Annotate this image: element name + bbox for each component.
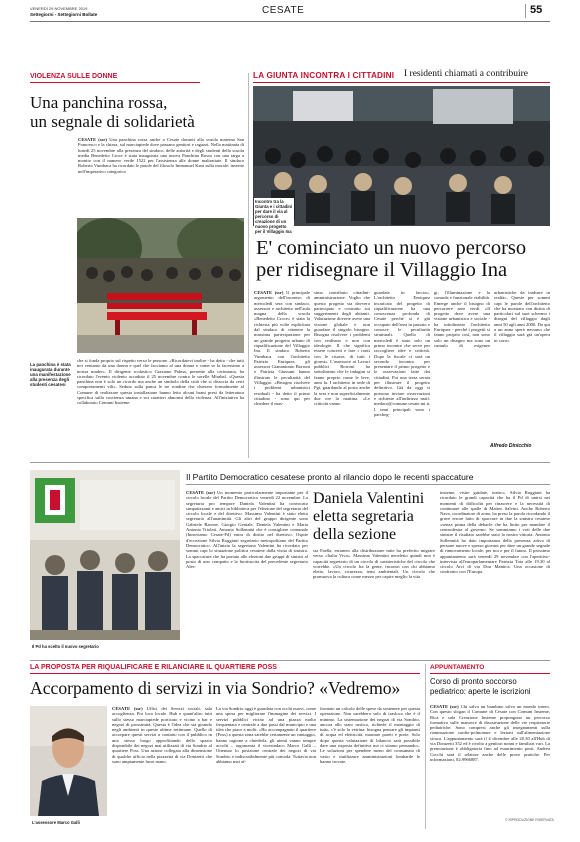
a5-body-text: Chi salva un bambino salva un mondo intero. Con questo slogan il Comune di Cesate con Comuni Insieme, Rica e sala Creazione Insieme propongono un percorso formativo sulle manovre di disostruzione delle vie respiratorie pediatriche. Sono compresi anche gli insegnamenti sulla rianimazione cardio-polmonare e lezioni sull'alimentazione sicura. L'appuntamento sarà il 4 dicembre alle 20.30 all'Hub di via Donizetti 352 ed è rivolto a genitori nonni e familiari vari. La prenotazione è obbligatoria fino ad esaurimento posti. Andrea Cocchi sarà il relatore anche delle prove pratiche. Per informazioni, 02.9966887. bbox=[430, 704, 550, 762]
a5-body bbox=[430, 704, 550, 816]
a5-kicker-rule bbox=[430, 673, 550, 674]
a4-lead-city: CESATE (ssr) bbox=[112, 706, 143, 711]
a2-kicker-rule bbox=[253, 82, 550, 83]
a2-photo-meeting bbox=[253, 86, 550, 226]
a2-column-4: gi, l'illuminazione e la comoda e funzionale viabilità. Emerge anche il bisogno di percorrere aree verdi. «Il progetto deve avere una visione urbanistica e sociale - ha sottolineato l'architetto Enriquez - perché i progetti si fanno proprio così, non sono solo un disegno ma sono un cumulo di esigenze urbanistiche da tradurre in realtà». Queste per sommi capi le parole dell'architetto che ha mostrato con diritta di particolari sul suoi schermo i disegni del villaggio dagli anni 50 agli anni 2000. Da qui a un anno sperò nessuno che il villaggio sarà già un'opera in corso. bbox=[434, 290, 550, 348]
a3-column-3: insieme, visite guidate, teatro». Silvia Roggiani ha ricordato le grandi capacità che ha il Pd di unirsi nei momenti di difficoltà per rinascere e la necessità di continuare alle spalle di Matteo Salvini. Anche Roberto Nava, coordinatore di zona, ha preso la parola ricordando il grave errore fatto di spaccare in due la sinistra cesatese «senza prima della debacle che ha finito per mandare il centrodestra al governo. Se sommiamo i voti delle due sinistre il risultato sarebbe stato la nostra vittoria. Antonio Sollennità ha dato importanza della presenza attiva di persone nuove e spesso giovani per dare un grande segnale di rinnovamento locale, per noi e per il futuro. Il prossimo appuntamento sarà venerdì 29 novembre con l'aperitivo-intervista all'europarlamentare Patrizia Toia alle 19.30 al circolo Arci di via Don Mantica. Una occasione di confronto con l'Europa. bbox=[440, 490, 550, 575]
a1-kicker-rule bbox=[30, 82, 200, 83]
a2-subhead: I residenti chiamati a contribuire bbox=[404, 69, 528, 79]
a2-signature: Alfredo Dinicchio bbox=[490, 443, 532, 449]
a3-headline: Il Partito Democratico cesatese pronto al rilancio dopo le recenti spaccature bbox=[186, 472, 474, 482]
a3-title-line1: Daniela Valentini bbox=[313, 490, 425, 507]
section-separator-1 bbox=[30, 462, 550, 463]
a3-column-1-text: Un momento particolarmente importante per il circolo locale del Partito Democratico venerdì 22 novembre. La segretaria pro tempore Daniela Valentini ha convocato simpatizzanti e amici in biblioteca per l'elezione del segretario del circolo locale e del direttivo. Massimo Valentini è stato eletto segretario all'unanimità. Gli altri del gruppo dirigente sono Gabriele Barone, Giorgio Geniale, Daniela Valentini e Marta Antonia Triolati. Antonio Sollennità che è consigliere comunale (Innoviamo Cesate-Pd) entra di diritto nel direttivo. Ospite d'eccezione Silvia Roggiani segretario metropolitano del Partito Democratico. All'inizio la segretaria Valentini ha ricordato per sommi capi lo situazione politica cesatese dalla visita di sinistra. La spaccatura che ha portato alle elezioni due gruppi di sinistri al posto di uno compatto e la fuoriuscita del precedente segretario Ales- bbox=[186, 490, 308, 570]
header-rule bbox=[30, 21, 550, 22]
a4-kicker-rule bbox=[30, 673, 420, 674]
a2-column-3: guardate in faccia». L'architetto Enriquez incaricato del progetto di riqualificazione ha una conoscenza profonda di Cesate perché si è già occupato dell'area in passato e conosce le peculiarità strutturali. Quello di mercoledì è stato solo un primo incontro che serve per raccogliere idee e criticità. Dopo la fiscale ci sarà un secondo incontro per presentare il primo progetto e le osservazioni fatte dai cittadini. Poi una terza serata per illustrare il progetto definitivo. Già da oggi si possono inviare osservazioni e richieste all'indirizzo mail: medaco@comune.cesate.mi.it. I temi principali sono i parcheg- bbox=[374, 290, 430, 417]
a4-column-3: frontato un calcolo delle spese da sostenere per questa operazione. Non sarebbero solo di trasloco che è il minimo. La sistemazione dei negozi di via Sondrio, ancora allo stato rustico, richiede il montaggio di tutto, c'è solo la vetrina: bisogna pensare gli impianti di acqua ed elettricità, montare pareti e porte. Solo dopo questa valutazione di bilancio sarà possibile dare una risposta definitiva ma ci stiamo pensando». Le soluzioni per spendere meno del consumato di vasto e riutilizzare amministrazioni lombarde le hanno trovate. bbox=[320, 706, 420, 764]
a4-photo-marco-galli bbox=[30, 706, 107, 816]
a4-divider bbox=[425, 664, 426, 829]
a1-lead-paragraph bbox=[78, 137, 244, 217]
a2-title-line2: per ridisegnare il Villaggio Ina bbox=[256, 259, 508, 281]
a1-divider bbox=[248, 73, 249, 458]
a3-title-line3: della sezione bbox=[313, 526, 397, 543]
a4-kicker: LA PROPOSTA PER RIQUALIFICARE E RILANCIARE IL QUARTIERE POSS bbox=[30, 664, 277, 671]
section-separator-2 bbox=[30, 660, 550, 661]
a5-title-line1: Corso di pronto soccorso bbox=[430, 677, 517, 686]
a1-kicker: VIOLENZA SULLE DONNE bbox=[30, 73, 118, 80]
header-page-divider bbox=[525, 4, 526, 18]
a2-column-1-text: Il principale argomento dell'incontro di mercoledì sera con sindaco, assessori e architetto nell'aula magna della scuola «Benedetto Croce» è stata la richiesta più volte esplicitata dal sindaco di ottenere la massima partecipazione per un grande progetto urbano di riqualificazione del Villaggio Ina. Il sindaco Roberto Vumbaca con l'architetto Patrizio Enriquez, gli assessori Gianantonio Borroni e Patrizia Giussani hanno illustrato le peculiarità del Villaggio. «Bisogna risolvere i problemi urbanistici residuali - ha detto il primo cittadino - sono qui per chiedere il mas- bbox=[254, 290, 310, 407]
page-header bbox=[0, 0, 580, 22]
a2-column-2: simo contributo cittadini-amministrazione. Voglio che questo progetto sia davvero partecipato e costruito sui suggerimenti degli abitanti. Valutazione dovrete avere una visione globale e non guardare il singolo bisogno. Bisogna risolvere i problemi con realismo e non con ideologie. Il che significa essere concreti e fare i conti con le risorse, di tutti i giorni». L'assessore ai Lavori pubblici Borroni ha sottolineato che le indagini si fanno proprio come le leve, anni fa. I architetto in sede di Pgt, guardando al posto anche la sera e non superficialmente due ore la mattina. «Le criticità vanno bbox=[314, 290, 370, 407]
a2-kicker: LA GIUNTA INCONTRA I CITTADINI bbox=[253, 71, 395, 80]
a1-lead-city: CESATE (ssr) bbox=[78, 137, 107, 142]
a5-kicker: APPUNTAMENTO bbox=[430, 664, 485, 671]
a3-headline-rule bbox=[186, 484, 550, 485]
a1-column-2: che si fonda proprio sul rispetto verso le persone. «Ricordatevi inoltre - ha detto - che tutti noi veniamo da una donna e quel che facciamo al una donna e come se la facessimo a nostra madre». Il dirigente scolastico Graziano Palma, presente alla cerimonia, ha ricordato l'evento violento accaduto il 25 novembre contro le sorelle Mirabal. «Questa panchina non è solo un ricordo ma anche un simbolo della città che si dissocia da certi comportamenti vili». Seduto sulla panca le tre rondine che chiesero formalmente al Comune di realizzare questa installazione hanno letto alcuni brani presi da letteratura specifica sulla coscienza umana e sui caratteri abnormi della violenza. All'iniziativa ha collaborato Comuni Insieme. bbox=[77, 358, 244, 406]
a4-column-2: La via Sondrio oggi è guardata con occhi nuovi, come una sposa per migliorare l'immagine dei servizi. I servizi pubblici vicino ad una piazza molto frequentata e centrale a due passi dal municipio e una idea che piace a molti. «Ho accompagnato il quartiere (Poss) a questa zona sarebbe certamente un vantaggio, hanno ragione a chiederla, gli utenti vanno sempre accolti – argomenta il vicesindaco Marco Galli – Ottenuto lo posizione centrale dei negozi di via Sondrio e indiscutibilmente più comoda. Tuttavia non abbiamo mai af- bbox=[216, 706, 316, 764]
a2-photo-caption: Incontro tra la Giunta e i cittadini per dare il via al percorso di creazione di un nuovo progetto per il Villaggio Ina bbox=[255, 199, 293, 234]
a1-paragraph-1: Una panchina rossa anche a Cesate davanti alla scuola materna San Francesco e la chiesa, sul marciapiede dove passano genitori e ragazzi. Nella mattinata di lunedì 25 novembre alla presenza del sindaco, delle autorità e degli studenti della scuola media Benedetto Croce è stata inaugurata una nuova Panchina Rossa con una targa a monito con il numero verde 1522 per l'assistenza alle donne maltrattate. bbox=[78, 137, 244, 164]
a5-footer: © RIPRODUZIONE RISERVATA bbox=[505, 818, 554, 822]
a1-title-line1: Una panchina rossa, bbox=[30, 93, 168, 112]
a1-paragraph-2: Il sindaco Roberto Vumbaca ha ricordato le parole del filosofo Immanuel Kant sulla morale: inserite nell'imperativo categorico bbox=[78, 158, 244, 174]
a1-photo-red-bench bbox=[77, 218, 244, 353]
a3-photo-caption: Il Pd ha scelto il nuovo segretario bbox=[32, 644, 99, 649]
a4-column-1-text: Uffici dei Servizi sociali, sala accoglienza, Pro loco locale. Hub e quant'altro tutti sullo stesso marciapiede porticato e vicino a bar e negozi di prossimità. Questa è l'idea che sta girando negli ambienti in queste ultime settimane. Quello di accorpare questi servizi a contatto con il pubblico in uno stesso luogo approfittando dello spazio disponibile dei negozi mai utilizzati di via Sondrio al quartiere Poss. Una azione collegata alla dimensione di qualche ufficio nella piazzetta di via Donizetti che sono ampiamente fuori mano. bbox=[112, 706, 212, 764]
header-section: CESATE bbox=[262, 5, 305, 16]
a4-column-1 bbox=[112, 706, 212, 826]
a4-photo-caption: L'assessore Marco Galli bbox=[32, 820, 80, 825]
a4-title: Accorpamento di servizi in via Sondrio? «Vedremo» bbox=[30, 678, 401, 698]
a2-title-line1: E' cominciato un nuovo percorso bbox=[256, 237, 527, 259]
a3-photo-pd bbox=[30, 470, 180, 640]
a1-title-line2: un segnale di solidarietà bbox=[30, 112, 195, 131]
a2-lead-city: CESATE (ssr) bbox=[254, 290, 284, 295]
header-page-number: 55 bbox=[530, 4, 543, 16]
a1-photo-caption: La panchina è stata inaugurata durante una manifestazione alla presenza degli studenti cesatesi bbox=[30, 362, 71, 387]
a3-column-1 bbox=[186, 490, 308, 652]
a5-lead-city: CESATE (ssr) bbox=[430, 704, 459, 709]
header-date: VENERDÌ 29 NOVEMBRE 2019 bbox=[30, 6, 88, 11]
a3-title-line2: eletta segretaria bbox=[313, 508, 414, 525]
a2-column-1 bbox=[254, 290, 310, 450]
header-paper: Settegiorni - Settegiorni Bollate bbox=[30, 12, 98, 17]
a3-lead-city: CESATE (ssr) bbox=[186, 490, 215, 495]
a5-title-line2: pediatrico: aperte le iscrizioni bbox=[430, 687, 531, 696]
a3-column-2: sia Faella, estraneo alla distribuzione mite ha preferito migrare verso «Italia Viva». Massimo Valentini neoeletto quindi non è capacità segretario di un circolo di caratteristiche del circolo che vorrebbe. «Un circolo fra la gente, incontri con chi abbiamo eletto, lavoro, sicurezza, temi ambientali. Un circolo che promuova la cultura come mezzo per capire meglio la vita bbox=[313, 548, 435, 580]
